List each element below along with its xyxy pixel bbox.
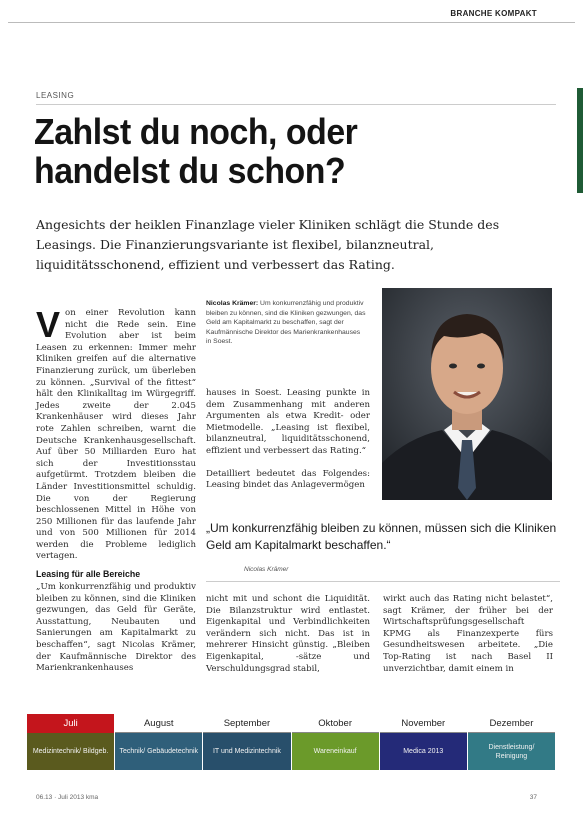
column-1-paragraph-2: „Um konkurrenzfähig und produktiv bleiben zu können, sind die Kliniken gezwungen, das Geld für Geräte, Ausstattung, Neubauten und Sanierungen am Kapitalmarkt zu beschaffen“, sagt Nicolas Krämer, der Kaufmännische Direktor des Marienkrankenhauses [36,582,196,674]
column-1-top [36,304,196,563]
headline-line-1: Zahlst du noch, oder [34,111,358,152]
topic-calendar [27,714,555,770]
footer-issue: 06.13 · Juli 2013 kma [36,794,99,801]
calendar-month-topic: Technik/ Gebäudetechnik [115,733,202,770]
calendar-month-november [380,714,467,770]
caption-text: Um konkurrenzfähig und produktiv bleiben zu können, sind die Kliniken gezwungen, das Geld am Kapitalmarkt zu beschaffen, sagt der Kaufmännische Direktor des Marienkrankenhauses in Soest. [206,300,366,345]
calendar-month-october [292,714,379,770]
calendar-month-label: August [115,714,202,733]
column-3-paragraph-1: wirkt auch das Rating nicht belastet“, sagt Krämer, der früher bei der Wirtschaftsprüfungsgesellschaft KPMG als Finanzexperte fürs Gesundheitswesen arbeitete. „Die Top-Rating ist nach Basel II unverzichtbar, damit einem in [383,594,553,674]
column-1-bottom [36,582,196,675]
column-1-paragraph-1: on einer Revolution kann nicht die Rede sein. Eine Evolution aber ist beim Leasen zu erkennen: Immer mehr Kliniken greifen auf die alternative Finanzierung zurück, um überleben zu können. „Survival of the fittest“ hält den Klinikalltag im Würgegriff. Jedes zweite der 2.045 Krankenhäuser wird dieses Jahr rote Zahlen schreiben, warnt die Deutsche Krankenhausgesellschaft. Auf über 50 Milliarden Euro hat sich der Investitionsstau aufgetürmt. Trotzdem bleiben die Länder Investitionsmittel schuldig. Die von der Regierung beschlossenen Mittel in Höhe von 250 Millionen für das laufende Jahr und von 500 Millionen für 2014 werden die Probleme lediglich vertagen. [36,308,196,562]
article-headline [34,112,523,190]
calendar-month-label: Juli [27,714,114,733]
calendar-month-december [468,714,555,770]
column-2-paragraph-1: hauses in Soest. Leasing punkte in dem Zusammenhang mit anderen Argumenten als etwa Kredit- oder Mietmodelle. „Leasing ist flexibel, bilanzneutral, liquiditätsschonend, effizient und verbessert das Rating.“ [206,388,370,456]
page-number: 37 [529,794,537,801]
header-divider [8,22,575,23]
pull-quote-divider [206,581,560,582]
calendar-month-topic: Wareneinkauf [292,733,379,770]
headline-line-2: handelst du schon? [34,150,346,191]
calendar-month-label: November [380,714,467,733]
section-label: BRANCHE KOMPAKT [450,9,537,18]
calendar-month-topic: IT und Medizintechnik [203,733,290,770]
article-subheading: Leasing für alle Bereiche [36,569,141,579]
pull-quote-author: Nicolas Krämer [244,566,289,573]
calendar-month-topic: Medica 2013 [380,733,467,770]
calendar-month-august [115,714,202,770]
column-2-top [206,388,370,492]
drop-cap: V [36,304,61,345]
column-2-bottom [206,594,370,675]
article-lead: Angesichts der heiklen Finanzlage vieler Kliniken schlägt die Stunde des Leasings. Die Finanzierungsvariante ist flexibel, bilanzneutral, liquiditätsschonend, effizient und verbessert das Rating. [36,217,500,272]
calendar-month-label: September [203,714,290,733]
pull-quote: „Um konkurrenzfähig bleiben zu können, müssen sich die Kliniken Geld am Kapitalmarkt beschaffen.“ [206,521,557,552]
column-3-bottom [383,594,553,675]
photo-caption [206,299,366,347]
calendar-month-label: Oktober [292,714,379,733]
portrait-photo [382,288,552,500]
caption-name: Nicolas Krämer: [206,300,259,307]
calendar-month-topic: Medizintechnik/ Bildgeb. [27,733,114,770]
column-2-paragraph-3: nicht mit und schont die Liquidität. Die Bilanzstruktur wird entlastet. Eigenkapital und Verbindlichkeiten verändern sich nicht. Das ist in mehrerer Hinsicht günstig. „Bleiben Eigenkapital, -sätze und Verschuldungsgrad stabil, [206,594,370,674]
calendar-month-july [27,714,114,770]
calendar-month-september [203,714,290,770]
portrait-illustration [382,288,552,500]
kicker-divider [36,104,556,105]
calendar-month-label: Dezember [468,714,555,733]
calendar-month-topic: Dienstleistung/ Reinigung [468,733,555,770]
column-2-paragraph-2: Detailliert bedeutet das Folgendes: Leasing bindet das Anlagevermögen [206,468,370,491]
article-kicker: LEASING [36,91,75,100]
side-color-bar [577,88,583,193]
